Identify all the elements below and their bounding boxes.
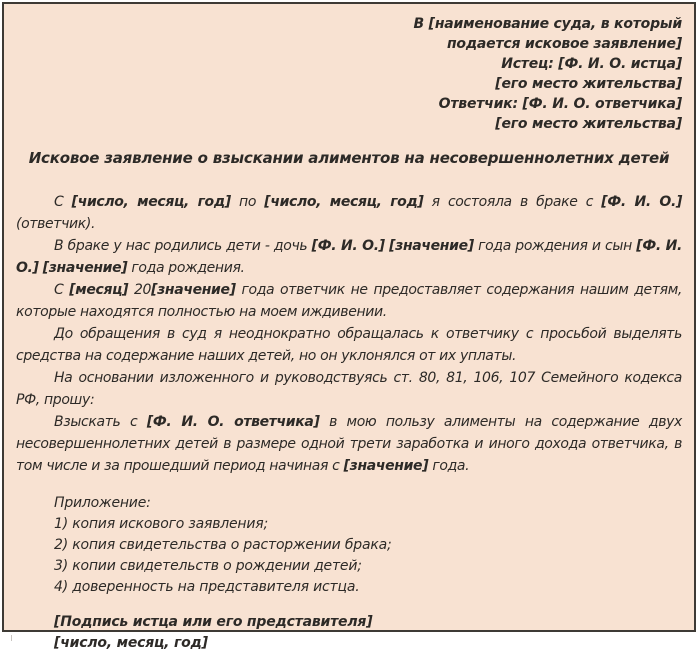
date-line: [число, месяц, год]: [54, 635, 208, 651]
body-paragraph-requests-before-court: До обращения в суд я неоднократно обращалась к ответчику с просьбой выделять средства на содержание наших детей, но он уклонялся от их уплаты.: [16, 326, 682, 364]
attachment-item-1: 1) копия искового заявления;: [54, 516, 269, 532]
document-title: Исковое заявление о взыскании алиментов на несовершеннолетних детей: [28, 149, 670, 167]
signature-line: [Подпись истца или его представителя]: [54, 614, 373, 630]
next-box-edge: [11, 635, 12, 641]
document-body: [16, 191, 682, 477]
attachments-section: [54, 493, 682, 598]
document-page: [2, 2, 696, 651]
body-paragraph-demand: Взыскать с [Ф. И. О. ответчика] в мою пользу алименты на содержание двух несовершеннолетних детей в размере одной трети заработка и иного дохода ответчика, в том числе и за прошедший период начиная с [значение] года.: [16, 414, 682, 474]
attachment-item-4: 4) доверенность на представителя истца.: [54, 579, 360, 595]
signature-block: [54, 612, 682, 654]
body-paragraph-children: В браке у нас родились дети - дочь [Ф. И. О.] [значение] года рождения и сын [Ф. И. О.] [значение] года рождения.: [16, 238, 682, 276]
header-defendant-address-line: [его место жительства]: [495, 116, 682, 132]
attachments-heading: Приложение:: [54, 495, 151, 511]
header-plaintiff-line: Истец: [Ф. И. О. истца]: [501, 56, 682, 72]
body-paragraph-marriage: С [число, месяц, год] по [число, месяц, год] я состояла в браке с [Ф. И. О.] (ответчик).: [16, 194, 682, 232]
header-plaintiff-address-line: [его место жительства]: [495, 76, 682, 92]
header-defendant-line: Ответчик: [Ф. И. О. ответчика]: [438, 96, 682, 112]
court-header-block: [16, 14, 682, 134]
header-court-line-1: В [наименование суда, в который: [413, 16, 682, 32]
body-paragraph-no-support: С [месяц] 20[значение] года ответчик не предоставляет содержания нашим детям, которые находятся полностью на моем иждивении.: [16, 282, 683, 320]
body-paragraph-legal-basis: На основании изложенного и руководствуясь ст. 80, 81, 106, 107 Семейного кодекса РФ, прошу:: [16, 370, 682, 408]
header-court-line-2: подается исковое заявление]: [446, 36, 682, 52]
attachment-item-2: 2) копия свидетельства о расторжении брака;: [54, 537, 392, 553]
attachment-item-3: 3) копии свидетельств о рождении детей;: [54, 558, 362, 574]
